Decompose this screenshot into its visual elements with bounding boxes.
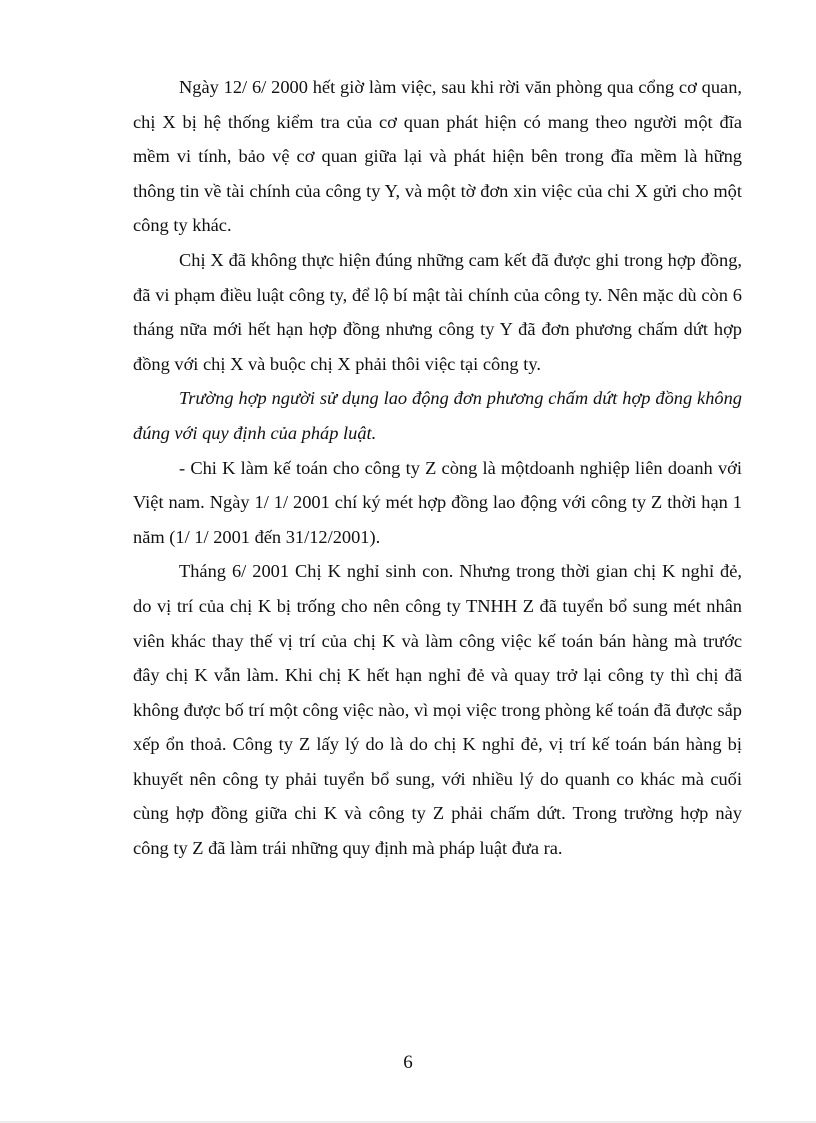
document-body	[133, 70, 742, 866]
paragraph-violation: Chị X đã không thực hiện đúng những cam kết đã được ghi trong hợp đồng, đã vi phạm điều luật công ty, để lộ bí mật tài chính của công ty. Nên mặc dù còn 6 tháng nữa mới hết hạn hợp đồng nhưng công ty Y đã đơn phương chấm dứt hợp đồng với chị X và buộc chị X phải thôi việc tại công ty.	[133, 249, 742, 374]
page-number: 6	[403, 1052, 413, 1073]
paragraph-case-k-intro: - Chi K làm kế toán cho công ty Z còng là mộtdoanh nghiệp liên doanh với Việt nam. Ngày 1/ 1/ 2001 chí ký mét hợp đồng lao động với công ty Z thời hạn 1 năm (1/ 1/ 2001 đến 31/12/2001).	[133, 457, 742, 547]
paragraph-case-heading: Trường hợp người sử dụng lao động đơn phương chấm dứt hợp đồng không đúng với quy định của pháp luật.	[133, 388, 742, 443]
paragraph-case-k-details: Tháng 6/ 2001 Chị K nghỉ sinh con. Nhưng trong thời gian chị K nghỉ đẻ, do vị trí của chị K bị trống cho nên công ty TNHH Z đã tuyển bổ sung mét nhân viên khác thay thế vị trí của chị K và làm công việc kế toán bán hàng mà trước đây chị K vẫn làm. Khi chị K hết hạn nghỉ đẻ và quay trở lại công ty thì chị đã không được bố trí một công việc nào, vì mọi việc trong phòng kế toán đã được sắp xếp ổn thoả. Công ty Z lấy lý do là do chị K nghỉ đẻ, vị trí kế toán bán hàng bị khuyết nên công ty phải tuyển bổ sung, với nhiều lý do quanh co khác mà cuối cùng hợp đồng giữa chi K và công ty Z phải chấm dứt. Trong trường hợp này công ty Z đã làm trái những quy định mà pháp luật đưa ra.	[133, 561, 742, 859]
paragraph-incident: Ngày 12/ 6/ 2000 hết giờ làm việc, sau khi rời văn phòng qua cổng cơ quan, chị X bị hệ thống kiểm tra của cơ quan phát hiện có mang theo người một đĩa mềm vi tính, bảo vệ cơ quan giữa lại và phát hiện bên trong đĩa mềm là hững thông tin về tài chính của công ty Y, và một tờ đơn xin việc của chi X gửi cho một công ty khác.	[133, 77, 742, 236]
